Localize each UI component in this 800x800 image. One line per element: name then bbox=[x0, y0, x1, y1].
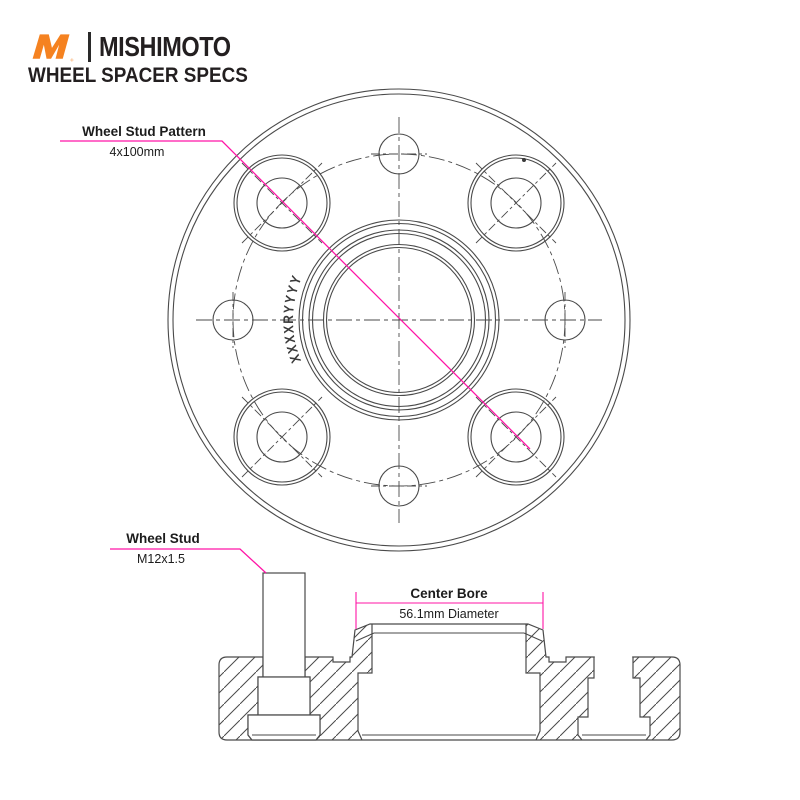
front-view bbox=[168, 89, 630, 551]
engraving-letter: Y bbox=[280, 304, 298, 315]
engraving-text bbox=[280, 273, 305, 365]
engraving-letter: X bbox=[283, 343, 301, 356]
stud-pattern-label: Wheel Stud Pattern bbox=[82, 124, 206, 139]
wheel-stud-label: Wheel Stud bbox=[126, 531, 200, 546]
lug-hole-bottom-right bbox=[468, 389, 564, 485]
engraving-letter: X bbox=[286, 352, 305, 366]
page-title: WHEEL SPACER SPECS bbox=[28, 64, 248, 87]
wheel-stud-base bbox=[248, 715, 320, 740]
lug-hole-bottom-left bbox=[234, 389, 330, 485]
center-bore-label: Center Bore bbox=[410, 586, 488, 601]
engraving-letter: R bbox=[280, 315, 297, 324]
engraving-letter: Y bbox=[283, 283, 302, 296]
center-bore-value: 56.1mm Diameter bbox=[399, 607, 499, 621]
engraving-letter: Y bbox=[286, 273, 305, 287]
engraving-letter: X bbox=[281, 334, 299, 345]
lug-hole-top-left bbox=[234, 155, 330, 251]
wheel-stud-shaft bbox=[263, 573, 305, 677]
wheel-stud-leader-line bbox=[110, 549, 266, 573]
wheel-stud-value: M12x1.5 bbox=[137, 552, 185, 566]
lug-hole-top-right bbox=[468, 155, 564, 251]
stud-pattern-value: 4x100mm bbox=[109, 145, 165, 159]
wheel-stud-head bbox=[258, 677, 310, 715]
hole-opening bbox=[595, 656, 632, 659]
engraving-letter: X bbox=[280, 324, 297, 335]
surface-dot bbox=[522, 158, 526, 162]
engraving-letter: Y bbox=[281, 293, 299, 305]
brand-name: MISHIMOTO bbox=[99, 31, 231, 62]
annotations bbox=[60, 124, 543, 629]
registered-mark: ® bbox=[70, 57, 74, 63]
